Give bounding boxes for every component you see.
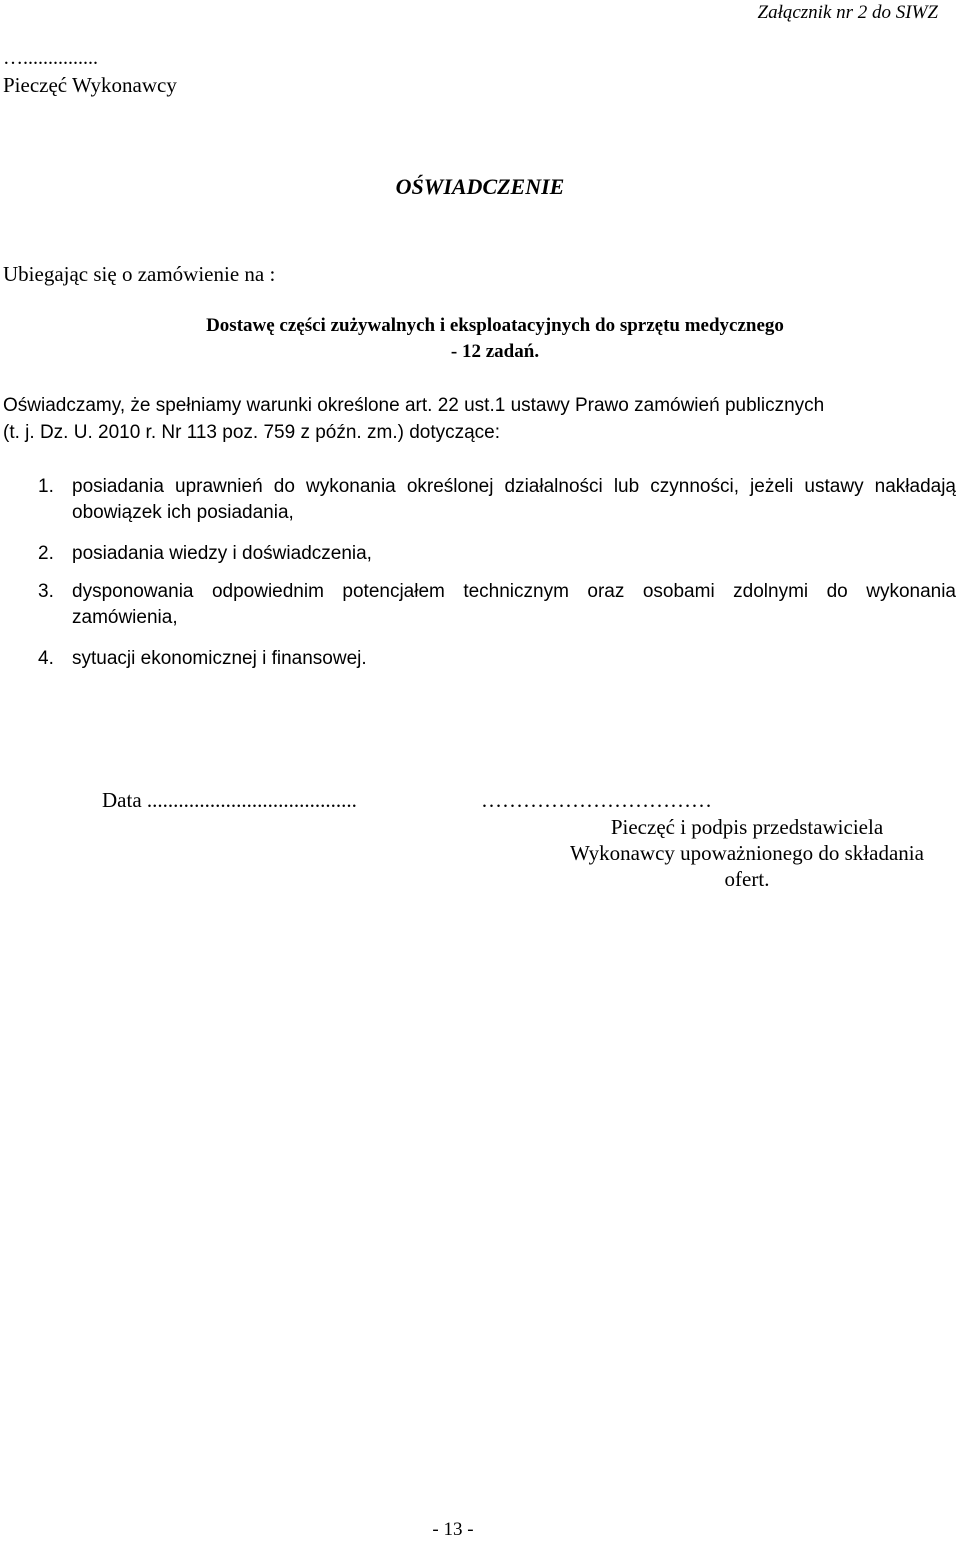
declaration-line-2: (t. j. Dz. U. 2010 r. Nr 113 poz. 759 z późn. zm.) dotyczące:: [3, 422, 501, 443]
signature-caption-line-2: Wykonawcy upoważnionego do składania: [570, 841, 924, 865]
list-item-text: sytuacji ekonomicznej i finansowej.: [72, 648, 367, 669]
date-field-label: Data ........................................: [102, 788, 357, 812]
subject-line-1: Dostawę części zużywalnych i eksploatacyjnych do sprzętu medycznego: [206, 315, 784, 336]
stamp-label: Pieczęć Wykonawcy: [3, 73, 177, 97]
declaration-line-1: Oświadczamy, że spełniamy warunki określone art. 22 ust.1 ustawy Prawo zamówień publicznych: [3, 395, 825, 416]
list-item-number: 2.: [38, 543, 54, 564]
list-item-text: posiadania uprawnień do wykonania określonej działalności lub czynności, jeżeli ustawy nakładają obowiązek ich posiadania,: [72, 476, 956, 523]
list-item: [38, 579, 956, 631]
list-item-number: 1.: [38, 476, 54, 497]
list-item: [38, 541, 956, 567]
list-item: [38, 474, 956, 526]
list-item-number: 4.: [38, 648, 54, 669]
list-item-text: dysponowania odpowiednim potencjałem technicznym oraz osobami zdolnymi do wykonania zamówienia,: [72, 581, 956, 628]
list-item-text: posiadania wiedzy i doświadczenia,: [72, 543, 372, 564]
subject-line-2: - 12 zadań.: [450, 341, 540, 362]
stamp-placeholder-dots: …...............: [3, 47, 98, 69]
signature-caption: [540, 814, 954, 892]
document-title: OŚWIADCZENIE: [395, 174, 565, 199]
signature-line-dots: ……………………………: [481, 788, 712, 812]
list-item-number: 3.: [38, 581, 54, 602]
page-number: - 13 -: [432, 1519, 474, 1540]
signature-caption-line-3: ofert.: [724, 867, 770, 891]
intro-text: Ubiegając się o zamówienie na :: [3, 262, 276, 286]
attachment-label: Załącznik nr 2 do SIWZ: [757, 2, 938, 23]
list-item: [38, 646, 956, 672]
signature-caption-line-1: Pieczęć i podpis przedstawiciela: [610, 815, 884, 839]
